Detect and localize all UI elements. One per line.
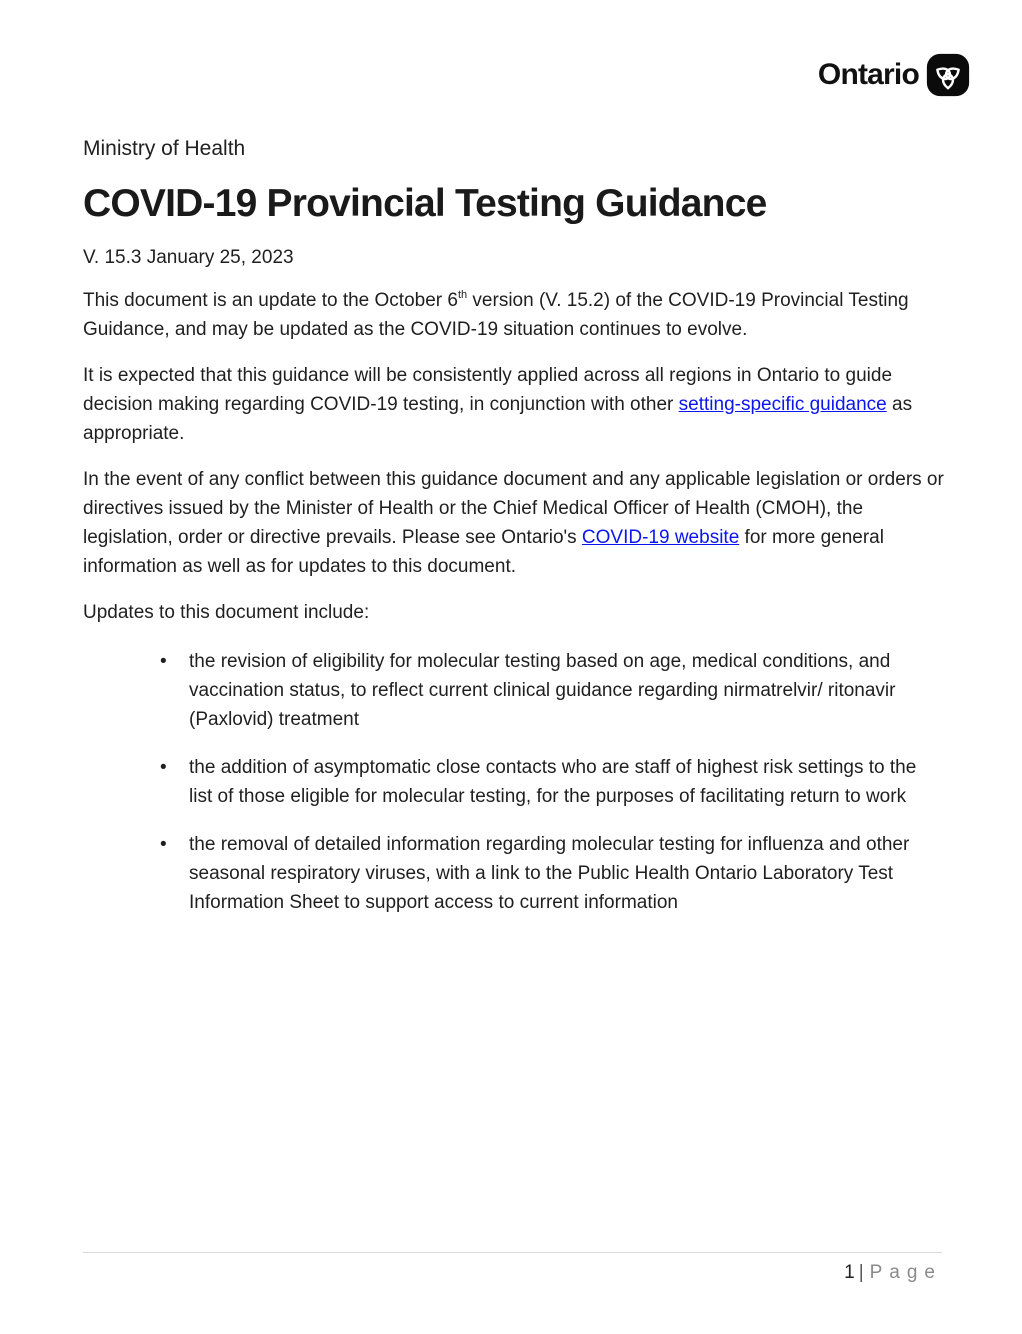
version-line: V. 15.3 January 25, 2023 [83, 247, 294, 269]
updates-intro: Updates to this document include: [83, 602, 370, 624]
bullet-icon: • [160, 651, 167, 673]
footer-page-word: Page [869, 1262, 942, 1283]
paragraph-guidance-application [83, 361, 944, 448]
footer-page-label [83, 1253, 942, 1284]
setting-specific-guidance-link[interactable]: setting-specific guidance [678, 394, 887, 416]
paragraph-conflict-notice-text-cont: for more general information as well as for updates to this document. [83, 527, 884, 578]
document-content [83, 137, 944, 917]
footer-separator: | [858, 1262, 864, 1283]
paragraph-update-note-text-cont: version (V. 15.2) of the COVID-19 Provincial Testing Guidance, and may be updated as the COVID-19 situation continues to evolve. [83, 290, 909, 341]
page-title: COVID-19 Provincial Testing Guidance [83, 182, 767, 225]
covid19-website-link[interactable]: COVID-19 website [581, 527, 740, 549]
paragraph-conflict-notice [83, 465, 944, 581]
paragraph-update-note [83, 286, 944, 344]
list-item-text: the addition of asymptomatic close contacts who are staff of highest risk settings to the list of those eligible for molecular testing, for the purposes of facilitating return to work [189, 757, 917, 808]
list-item [83, 830, 944, 917]
page-footer [83, 1252, 942, 1284]
paragraph-guidance-application-text-cont: as appropriate. [83, 394, 913, 445]
paragraph-update-note-text: This document is an update to the October 6 [83, 290, 458, 312]
bullet-icon: • [160, 757, 167, 779]
bullet-icon: • [160, 834, 167, 856]
ontario-logo [818, 53, 970, 97]
list-item-text: the revision of eligibility for molecular testing based on age, medical conditions, and vaccination status, to reflect current clinical guidance regarding nirmatrelvir/ ritonavir (Paxlovid) treatment [189, 651, 896, 731]
ontario-logo-wordmark: Ontario [817, 58, 919, 91]
ministry-heading: Ministry of Health [83, 137, 246, 160]
updates-list [83, 647, 944, 917]
list-item [83, 647, 944, 734]
list-item [83, 753, 944, 811]
paragraph-conflict-notice-text: In the event of any conflict between this guidance document and any applicable legislation or orders or directives issued by the Minister of Health or the Chief Medical Officer of Health (CMOH), the legislation, order or directive prevails. Please see Ontario's [83, 469, 944, 549]
page-header [0, 0, 1022, 97]
page-number: 1 [844, 1262, 855, 1283]
list-item-text: the removal of detailed information regarding molecular testing for influenza and other seasonal respiratory viruses, with a link to the Public Health Ontario Laboratory Test Information Sheet to support access to current information [189, 834, 910, 914]
paragraph-guidance-application-text: It is expected that this guidance will be consistently applied across all regions in Ontario to guide decision making regarding COVID-19 testing, in conjunction with other [83, 365, 893, 416]
trillium-icon [926, 53, 970, 97]
ordinal-superscript: th [457, 289, 468, 302]
